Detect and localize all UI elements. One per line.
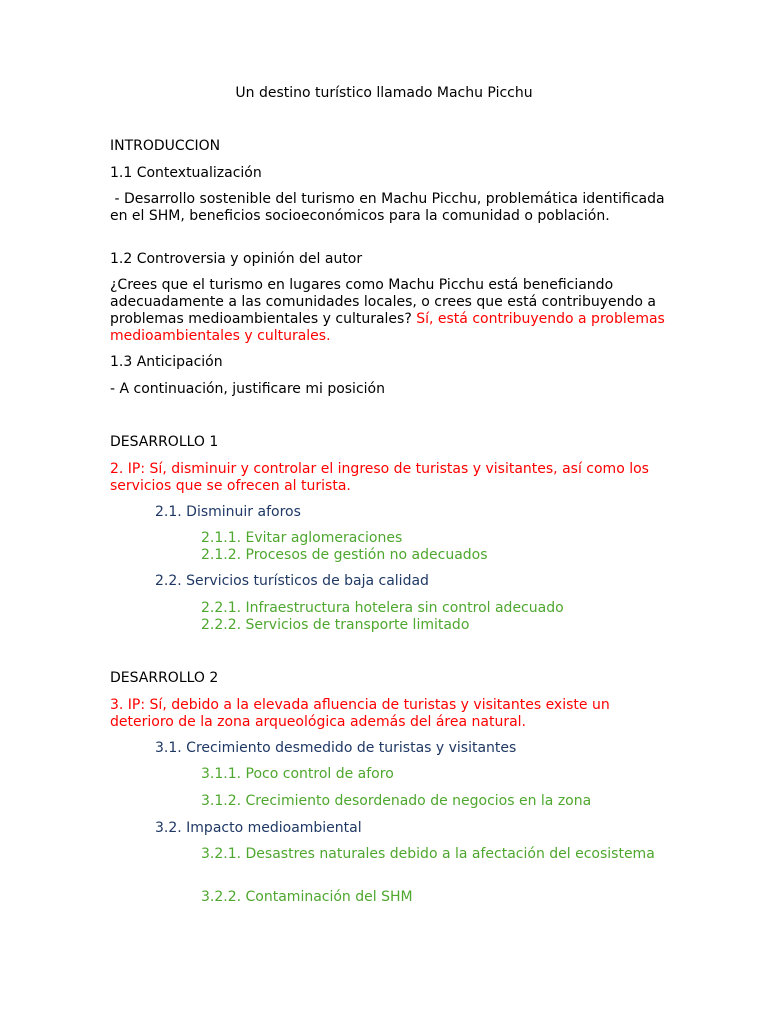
point-3-2-2: 3.2.2. Contaminación del SHM <box>201 889 413 905</box>
point-3-2-1: 3.2.1. Desastres naturales debido a la afectación del ecosistema <box>201 846 655 862</box>
section-1-3-heading: 1.3 Anticipación <box>110 354 223 370</box>
section-1-2-paragraph <box>110 277 670 345</box>
point-3-1-2: 3.1.2. Crecimiento desordenado de negocios en la zona <box>201 793 592 809</box>
point-2-2-2: 2.2.2. Servicios de transporte limitado <box>201 617 470 633</box>
point-3-1-1: 3.1.1. Poco control de aforo <box>201 766 394 782</box>
point-2-1-2: 2.1.2. Procesos de gestión no adecuados <box>201 547 488 563</box>
point-3-1: 3.1. Crecimiento desmedido de turistas y visitantes <box>155 740 517 756</box>
point-3-2: 3.2. Impacto medioambiental <box>155 820 362 836</box>
desarrollo-2-ip: 3. IP: Sí, debido a la elevada afluencia de turistas y visitantes existe un deterioro de la zona arqueológica además del área natural. <box>110 697 610 730</box>
point-2-1-1: 2.1.1. Evitar aglomeraciones <box>201 530 403 546</box>
section-1-2-answer: Sí, está contribuyendo a problemas medioambientales y culturales. <box>110 311 665 344</box>
point-2-2: 2.2. Servicios turísticos de baja calidad <box>155 573 429 589</box>
desarrollo-2-heading: DESARROLLO 2 <box>110 670 219 686</box>
section-1-3-text: - A continuación, justificare mi posición <box>110 381 385 397</box>
section-1-1-text: - Desarrollo sostenible del turismo en Machu Picchu, problemática identificada en el SHM, beneficios socioeconómicos para la comunidad o población. <box>110 191 670 224</box>
intro-heading: INTRODUCCION <box>110 138 221 154</box>
section-1-1-heading: 1.1 Contextualización <box>110 165 262 181</box>
point-2-2-1: 2.2.1. Infraestructura hotelera sin control adecuado <box>201 600 564 616</box>
section-1-2-heading: 1.2 Controversia y opinión del autor <box>110 251 363 267</box>
section-1-2-question: ¿Crees que el turismo en lugares como Machu Picchu está beneficiando adecuadamente a las comunidades locales, o crees que está contribuyendo a problemas medioambientales y culturales? <box>110 277 656 327</box>
desarrollo-1-heading: DESARROLLO 1 <box>110 434 219 450</box>
document-title: Un destino turístico llamado Machu Picchu <box>235 85 533 101</box>
desarrollo-1-ip: 2. IP: Sí, disminuir y controlar el ingreso de turistas y visitantes, así como los servicios que se ofrecen al turista. <box>110 461 649 494</box>
point-2-1: 2.1. Disminuir aforos <box>155 504 301 520</box>
